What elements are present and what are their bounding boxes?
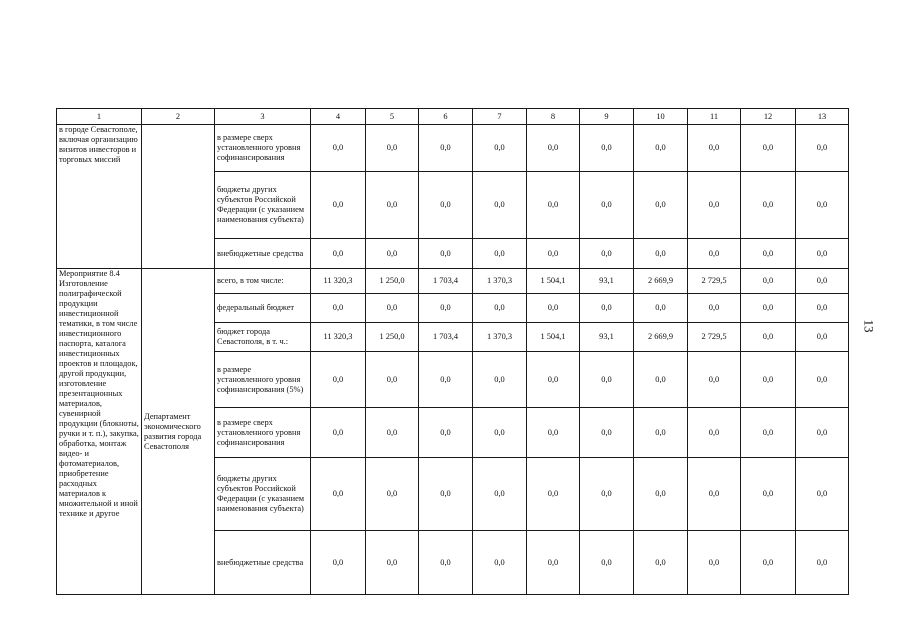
value-cell: 0,0 (796, 458, 849, 531)
value-cell: 0,0 (634, 239, 688, 269)
value-cell: 0,0 (311, 458, 366, 531)
value-cell: 0,0 (580, 408, 634, 458)
value-cell: 0,0 (473, 125, 527, 172)
value-cell: 93,1 (580, 323, 634, 352)
value-cell: 0,0 (527, 531, 580, 595)
value-cell: 1 504,1 (527, 323, 580, 352)
funding-source-cell: внебюджетные средства (215, 531, 311, 595)
value-cell: 0,0 (311, 408, 366, 458)
value-cell: 0,0 (419, 125, 473, 172)
value-cell: 0,0 (366, 172, 419, 239)
value-cell: 0,0 (366, 531, 419, 595)
value-cell: 0,0 (688, 239, 741, 269)
value-cell: 1 250,0 (366, 323, 419, 352)
table-row (57, 125, 849, 172)
value-cell: 0,0 (688, 352, 741, 408)
value-cell: 0,0 (366, 408, 419, 458)
value-cell: 0,0 (688, 294, 741, 323)
value-cell: 0,0 (580, 294, 634, 323)
value-cell: 0,0 (688, 458, 741, 531)
value-cell: 0,0 (688, 408, 741, 458)
value-cell: 2 729,5 (688, 269, 741, 294)
value-cell: 0,0 (419, 458, 473, 531)
value-cell: 0,0 (796, 269, 849, 294)
value-cell: 0,0 (634, 458, 688, 531)
funding-source-cell: внебюджетные средства (215, 239, 311, 269)
value-cell: 0,0 (473, 458, 527, 531)
value-cell: 0,0 (366, 352, 419, 408)
value-cell: 0,0 (634, 294, 688, 323)
header-cell: 13 (796, 109, 849, 125)
value-cell: 0,0 (741, 458, 796, 531)
value-cell: 0,0 (473, 408, 527, 458)
value-cell: 0,0 (527, 458, 580, 531)
value-cell: 1 504,1 (527, 269, 580, 294)
funding-source-cell: в размере установленного уровня софинансирования (5%) (215, 352, 311, 408)
value-cell: 0,0 (311, 352, 366, 408)
value-cell: 0,0 (796, 294, 849, 323)
value-cell: 0,0 (527, 125, 580, 172)
value-cell: 2 669,9 (634, 269, 688, 294)
value-cell: 0,0 (741, 323, 796, 352)
value-cell: 0,0 (741, 294, 796, 323)
table-body (57, 109, 849, 595)
value-cell: 0,0 (580, 352, 634, 408)
value-cell: 0,0 (796, 352, 849, 408)
value-cell: 0,0 (473, 294, 527, 323)
value-cell: 2 729,5 (688, 323, 741, 352)
value-cell: 1 703,4 (419, 269, 473, 294)
value-cell: 0,0 (366, 458, 419, 531)
value-cell: 0,0 (741, 172, 796, 239)
header-cell: 10 (634, 109, 688, 125)
value-cell: 0,0 (527, 408, 580, 458)
value-cell: 0,0 (688, 172, 741, 239)
value-cell: 93,1 (580, 269, 634, 294)
value-cell: 0,0 (473, 531, 527, 595)
value-cell: 0,0 (796, 531, 849, 595)
funding-source-cell: всего, в том числе: (215, 269, 311, 294)
header-cell: 1 (57, 109, 142, 125)
value-cell: 0,0 (688, 125, 741, 172)
value-cell: 0,0 (473, 172, 527, 239)
executor-cell: Департамент экономического развития города Севастополя (142, 269, 215, 595)
value-cell: 0,0 (796, 239, 849, 269)
value-cell: 0,0 (527, 294, 580, 323)
funding-source-cell: бюджет города Севастополя, в т. ч.: (215, 323, 311, 352)
header-cell: 5 (366, 109, 419, 125)
header-cell: 12 (741, 109, 796, 125)
value-cell: 0,0 (634, 408, 688, 458)
header-row (57, 109, 849, 125)
value-cell: 0,0 (419, 239, 473, 269)
value-cell: 2 669,9 (634, 323, 688, 352)
value-cell: 0,0 (419, 172, 473, 239)
header-cell: 7 (473, 109, 527, 125)
value-cell: 0,0 (741, 408, 796, 458)
value-cell: 0,0 (527, 352, 580, 408)
header-cell: 2 (142, 109, 215, 125)
value-cell: 0,0 (688, 531, 741, 595)
value-cell: 0,0 (796, 172, 849, 239)
value-cell: 0,0 (527, 239, 580, 269)
event-name-cell: Мероприятие 8.4 Изготовление полиграфической продукции инвестиционной тематики, в том числе инвестиционного паспорта, каталога инвестиционных проектов и площадок, другой продукции, изготовление презентационных материалов, сувенирной продукции (блокноты, ручки и т. п.), закупка, обработка, монтаж видео- и фотоматериалов, приобретение расходных материалов к множительной и иной технике и другое (57, 269, 142, 595)
value-cell: 0,0 (580, 239, 634, 269)
page-number: 13 (861, 319, 877, 333)
budget-table (56, 108, 849, 595)
funding-source-cell: бюджеты других субъектов Российской Федерации (с указанием наименования субъекта) (215, 172, 311, 239)
value-cell: 1 370,3 (473, 323, 527, 352)
value-cell: 11 320,3 (311, 323, 366, 352)
value-cell: 0,0 (634, 531, 688, 595)
value-cell: 0,0 (419, 531, 473, 595)
funding-source-cell: бюджеты других субъектов Российской Федерации (с указанием наименования субъекта) (215, 458, 311, 531)
value-cell: 0,0 (580, 531, 634, 595)
value-cell: 0,0 (796, 323, 849, 352)
value-cell: 1 703,4 (419, 323, 473, 352)
value-cell: 11 320,3 (311, 269, 366, 294)
value-cell: 0,0 (741, 352, 796, 408)
executor-cell (142, 125, 215, 269)
value-cell: 0,0 (796, 408, 849, 458)
value-cell: 0,0 (634, 172, 688, 239)
value-cell: 0,0 (580, 125, 634, 172)
header-cell: 6 (419, 109, 473, 125)
value-cell: 0,0 (366, 294, 419, 323)
value-cell: 1 250,0 (366, 269, 419, 294)
value-cell: 0,0 (419, 294, 473, 323)
value-cell: 0,0 (634, 125, 688, 172)
value-cell: 0,0 (580, 458, 634, 531)
funding-source-cell: федеральный бюджет (215, 294, 311, 323)
event-name-cell: в городе Севастополе, включая организацию визитов инвесторов и торговых миссий (57, 125, 142, 269)
value-cell: 1 370,3 (473, 269, 527, 294)
value-cell: 0,0 (366, 239, 419, 269)
value-cell: 0,0 (419, 408, 473, 458)
value-cell: 0,0 (741, 125, 796, 172)
header-cell: 4 (311, 109, 366, 125)
value-cell: 0,0 (580, 172, 634, 239)
value-cell: 0,0 (527, 172, 580, 239)
value-cell: 0,0 (366, 125, 419, 172)
value-cell: 0,0 (473, 352, 527, 408)
value-cell: 0,0 (419, 352, 473, 408)
value-cell: 0,0 (473, 239, 527, 269)
value-cell: 0,0 (311, 239, 366, 269)
value-cell: 0,0 (311, 294, 366, 323)
header-cell: 9 (580, 109, 634, 125)
value-cell: 0,0 (741, 531, 796, 595)
value-cell: 0,0 (634, 352, 688, 408)
value-cell: 0,0 (796, 125, 849, 172)
header-cell: 3 (215, 109, 311, 125)
value-cell: 0,0 (741, 269, 796, 294)
value-cell: 0,0 (741, 239, 796, 269)
header-cell: 11 (688, 109, 741, 125)
header-cell: 8 (527, 109, 580, 125)
value-cell: 0,0 (311, 531, 366, 595)
table-row (57, 269, 849, 294)
funding-source-cell: в размере сверх установленного уровня софинансирования (215, 408, 311, 458)
value-cell: 0,0 (311, 172, 366, 239)
value-cell: 0,0 (311, 125, 366, 172)
funding-source-cell: в размере сверх установленного уровня софинансирования (215, 125, 311, 172)
